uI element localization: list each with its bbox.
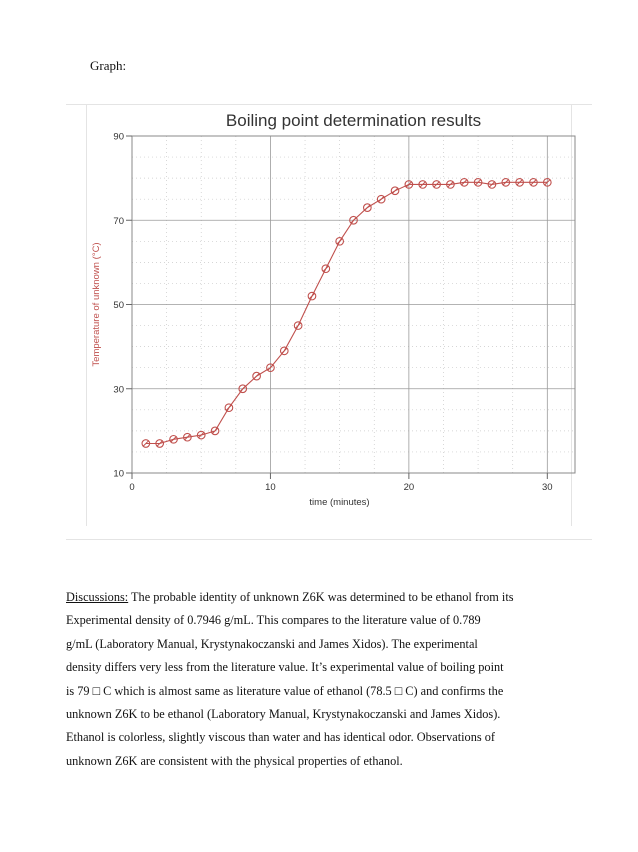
y-axis-label: Temperature of unknown (°C) xyxy=(91,242,102,367)
y-tick-label: 50 xyxy=(113,300,124,311)
discussion-section xyxy=(66,586,536,773)
y-tick-label: 30 xyxy=(113,384,124,396)
graph-label: Graph: xyxy=(90,58,127,73)
y-tick-label: 90 xyxy=(113,131,124,143)
x-axis-label: time (minutes) xyxy=(309,497,370,508)
y-tick-label: 10 xyxy=(113,468,124,480)
y-tick-label: 70 xyxy=(113,215,124,227)
x-tick-label: 0 xyxy=(129,482,135,493)
data-point-slash xyxy=(378,196,383,201)
discussion-line-5: is 79 □ C which is almost same as literature value of ethanol (78.5 □ C) and confirms the xyxy=(66,683,504,698)
chart-title: Boiling point determination results xyxy=(225,111,482,130)
discussion-line-6: unknown Z6K to be ethanol (Laboratory Manual, Krystynakoczanski and James Xidos). xyxy=(66,707,501,722)
discussion-line-1 xyxy=(66,586,536,609)
x-tick-label: 10 xyxy=(265,482,276,493)
data-point-slash xyxy=(323,266,328,271)
data-point-slash xyxy=(309,293,314,298)
discussion-heading: Discussions: xyxy=(66,590,129,604)
series-line xyxy=(146,182,548,443)
discussion-line-7: Ethanol is colorless, slightly viscous than water and has identical odor. Observations of xyxy=(66,730,495,745)
x-tick-label: 30 xyxy=(542,482,553,493)
discussion-line-8: unknown Z6K are consistent with the physical properties of ethanol. xyxy=(66,753,403,768)
discussion-line-2: Experimental density of 0.7946 g/mL. This compares to the literature value of 0.789 xyxy=(66,613,481,628)
x-tick-label: 20 xyxy=(403,482,415,493)
boiling-point-chart xyxy=(66,104,592,540)
discussion-line-3: g/mL (Laboratory Manual, Krystynakoczanski and James Xidos). The experimental xyxy=(66,636,478,651)
discussion-line-4: density differs very less from the literature value. It’s experimental value of boiling point xyxy=(66,660,504,675)
data-point-slash xyxy=(282,348,287,353)
data-point-slash xyxy=(254,373,259,378)
data-point-slash xyxy=(365,205,370,210)
discussion-text-1: The probable identity of unknown Z6K was determined to be ethanol from its xyxy=(131,590,514,604)
data-point-slash xyxy=(337,239,342,244)
data-point-slash xyxy=(392,188,397,193)
figure-frame xyxy=(66,104,592,540)
